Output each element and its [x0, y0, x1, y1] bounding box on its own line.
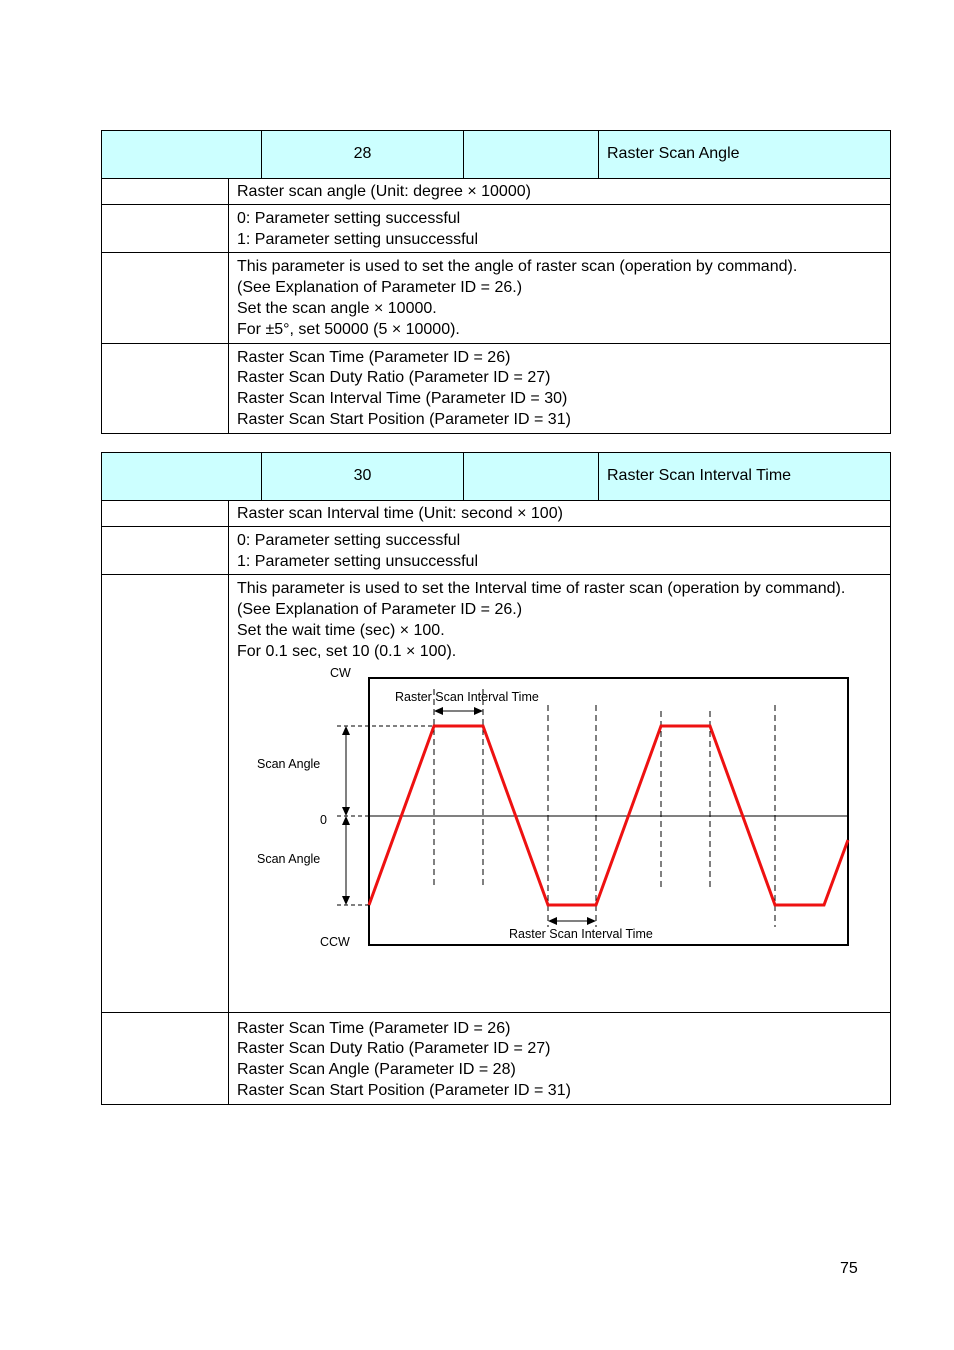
- timing-lines: [434, 689, 775, 927]
- arrow-head: [434, 707, 443, 715]
- explanation-line: (See Explanation of Parameter ID = 26.): [237, 279, 523, 297]
- explanation-line: Set the wait time (sec) × 100.: [237, 621, 445, 639]
- related-line: Raster Scan Angle (Parameter ID = 28): [237, 1061, 516, 1079]
- related-line: Raster Scan Duty Ratio (Parameter ID = 27): [237, 369, 551, 387]
- explanation-line: For ±5°, set 50000 (5 × 10000).: [237, 320, 460, 338]
- param-id-value: 30: [262, 453, 464, 501]
- param-name: Raster Scan Interval Time: [599, 453, 891, 501]
- param-explanation: [229, 253, 891, 343]
- response-line: 1: Parameter setting unsuccessful: [237, 230, 479, 248]
- param-related: [229, 343, 891, 433]
- param-name-label-cell: [464, 131, 599, 179]
- data-label-cell: [102, 501, 229, 527]
- interval-time-label-bottom: Raster Scan Interval Time: [509, 926, 653, 941]
- arrow-head: [342, 896, 350, 905]
- arrow-head: [342, 726, 350, 735]
- related-line: Raster Scan Duty Ratio (Parameter ID = 27): [237, 1040, 551, 1058]
- scan-angle-label-top: Scan Angle: [257, 756, 321, 771]
- explanation-line: This parameter is used to set the angle of raster scan (operation by command).: [237, 258, 798, 276]
- arrow-head: [474, 707, 483, 715]
- arrow-head: [587, 917, 596, 925]
- param-response: [229, 204, 891, 253]
- param-name-label-cell: [464, 453, 599, 501]
- cw-label: CW: [330, 665, 351, 680]
- related-label-cell: [102, 1012, 229, 1104]
- explanation-line: (See Explanation of Parameter ID = 26.): [237, 601, 523, 619]
- param-id-label-cell: [102, 131, 262, 179]
- page-number: 75: [840, 1260, 858, 1277]
- raster-scan-diagram: [229, 665, 882, 1010]
- response-line: 0: Parameter setting successful: [237, 531, 461, 549]
- related-line: Raster Scan Interval Time (Parameter ID = 30): [237, 390, 568, 408]
- data-label-cell: [102, 179, 229, 205]
- param-data: Raster scan Interval time (Unit: second × 100): [229, 501, 891, 527]
- response-line: 1: Parameter setting unsuccessful: [237, 552, 479, 570]
- interval-time-label-top: Raster Scan Interval Time: [395, 689, 539, 704]
- scan-angle-label-bottom: Scan Angle: [257, 851, 321, 866]
- ccw-label: CCW: [320, 934, 350, 949]
- explanation-line: For 0.1 sec, set 10 (0.1 × 100).: [237, 642, 457, 660]
- raster-scan-waveform-figure: [229, 665, 889, 1010]
- arrow-head: [342, 816, 350, 825]
- zero-label: 0: [320, 812, 327, 827]
- related-line: Raster Scan Start Position (Parameter ID = 31): [237, 1081, 571, 1099]
- param-data: Raster scan angle (Unit: degree × 10000): [229, 179, 891, 205]
- related-label-cell: [102, 343, 229, 433]
- param-id-label-cell: [102, 453, 262, 501]
- param-table-30: [101, 452, 891, 1105]
- response-label-cell: [102, 204, 229, 253]
- explanation-label-cell: [102, 253, 229, 343]
- arrow-head: [548, 917, 557, 925]
- explanation-line: Set the scan angle × 10000.: [237, 299, 437, 317]
- param-related: [229, 1012, 891, 1104]
- param-explanation: [229, 575, 891, 1012]
- explanation-line: This parameter is used to set the Interval time of raster scan (operation by command).: [237, 580, 846, 598]
- related-line: Raster Scan Time (Parameter ID = 26): [237, 1019, 511, 1037]
- param-name: Raster Scan Angle: [599, 131, 891, 179]
- related-line: Raster Scan Start Position (Parameter ID = 31): [237, 410, 571, 428]
- explanation-label-cell: [102, 575, 229, 1012]
- arrow-head: [342, 807, 350, 816]
- param-id-value: 28: [262, 131, 464, 179]
- param-response: [229, 526, 891, 575]
- related-line: Raster Scan Time (Parameter ID = 26): [237, 348, 511, 366]
- response-label-cell: [102, 526, 229, 575]
- response-line: 0: Parameter setting successful: [237, 209, 461, 227]
- param-table-28: [101, 130, 891, 434]
